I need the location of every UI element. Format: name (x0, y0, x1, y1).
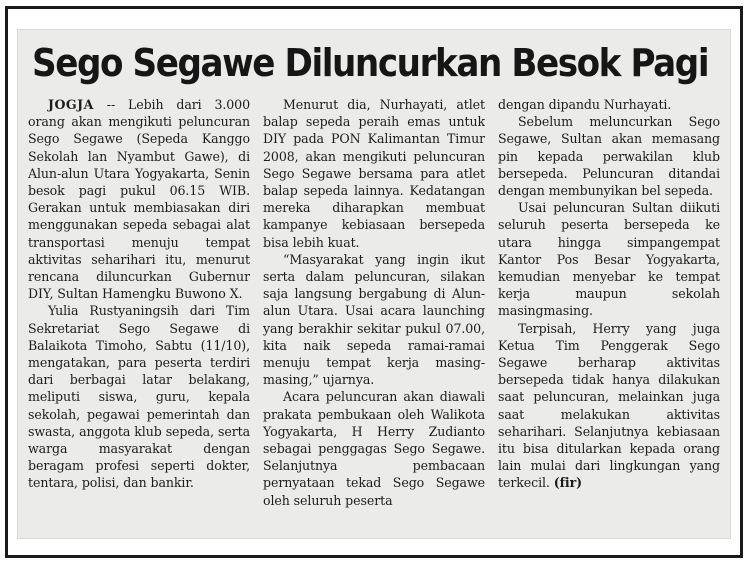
paragraph-text: Terpisah, Herry yang juga Ketua Tim Penggerak Sego Segawe berharap aktivitas bersepeda tidak hanya dilakukan saat peluncuran, melainkan juga saat melakukan aktivitas seharihari. Selanjutnya kebiasaan itu bisa ditularkan kepada orang lain mulai dari lingkungan yang terkecil. (498, 320, 720, 491)
paragraph (28, 96, 250, 302)
paragraph-text: -- Lebih dari 3.000 orang akan mengikuti peluncuran Sego Segawe (Sepeda Kanggo Sekolah lan Nyambut Gawe), di Alun-alun Utara Yogyakarta, Senin besok pagi pukul 06.15 WIB. Gerakan untuk membiasakan diri menggunakan sepeda sebagai alat transportasi menuju tempat aktivitas seharihari itu, menurut rencana diluncurkan Gubernur DIY, Sultan Hamengku Buwono X. (28, 97, 250, 302)
article-headline: Sego Segawe Diluncurkan Besok Pagi (32, 41, 709, 85)
paragraph: Sebelum meluncurkan Sego Segawe, Sultan akan memasang pin kepada perwakilan klub bersepeda. Peluncuran ditandai dengan membunyikan bel sepeda. (498, 114, 720, 199)
article-column-2 (263, 96, 485, 534)
dateline: JOGJA (48, 97, 94, 112)
author-initials: (fir) (553, 475, 582, 491)
paragraph: Acara peluncuran akan diawali prakata pembukaan oleh Walikota Yogyakarta, H Herry Zudianto sebagai penggagas Sego Segawe. Selanjutnya pembacaan pernyataan tekad Sego Segawe oleh seluruh peserta (263, 389, 485, 508)
article-column-3 (498, 96, 720, 534)
paragraph: Yulia Rustyaningsih dari Tim Sekretariat Sego Segawe di Balaikota Timoho, Sabtu (11/10), mengatakan, para peserta terdiri dari berbagai latar belakang, meliputi siswa, guru, kepala sekolah, pegawai pemerintah dan swasta, anggota klub sepeda, serta warga masyarakat dengan beragam profesi seperti dokter, tentara, polisi, dan bankir. (28, 303, 250, 491)
paragraph: “Masyarakat yang ingin ikut serta dalam peluncuran, silakan saja langsung bergabung di Alun-alun Utara. Usai acara launching yang berakhir sekitar pukul 07.00, kita naik sepeda ramai-ramai menuju tempat kerja masing-masing,” ujarnya. (263, 251, 485, 388)
paragraph: Menurut dia, Nurhayati, atlet balap sepeda peraih emas untuk DIY pada PON Kalimantan Timur 2008, akan mengikuti peluncuran Sego Segawe bersama para atlet balap sepeda lainnya. Kedatangan mereka diharapkan membuat kampanye kebiasaan bersepeda bisa lebih kuat. (263, 97, 485, 250)
newspaper-clipping (18, 30, 730, 538)
paragraph: Usai peluncuran Sultan diikuti seluruh peserta bersepeda ke utara hingga simpangempat Kantor Pos Besar Yogyakarta, kemudian menyebar ke tempat kerja maupun sekolah masingmasing. (498, 200, 720, 319)
article-column-1 (28, 96, 250, 534)
paragraph-continuation: dengan dipandu Nurhayati. (498, 97, 672, 112)
article-body (28, 96, 720, 534)
paragraph (498, 320, 720, 492)
